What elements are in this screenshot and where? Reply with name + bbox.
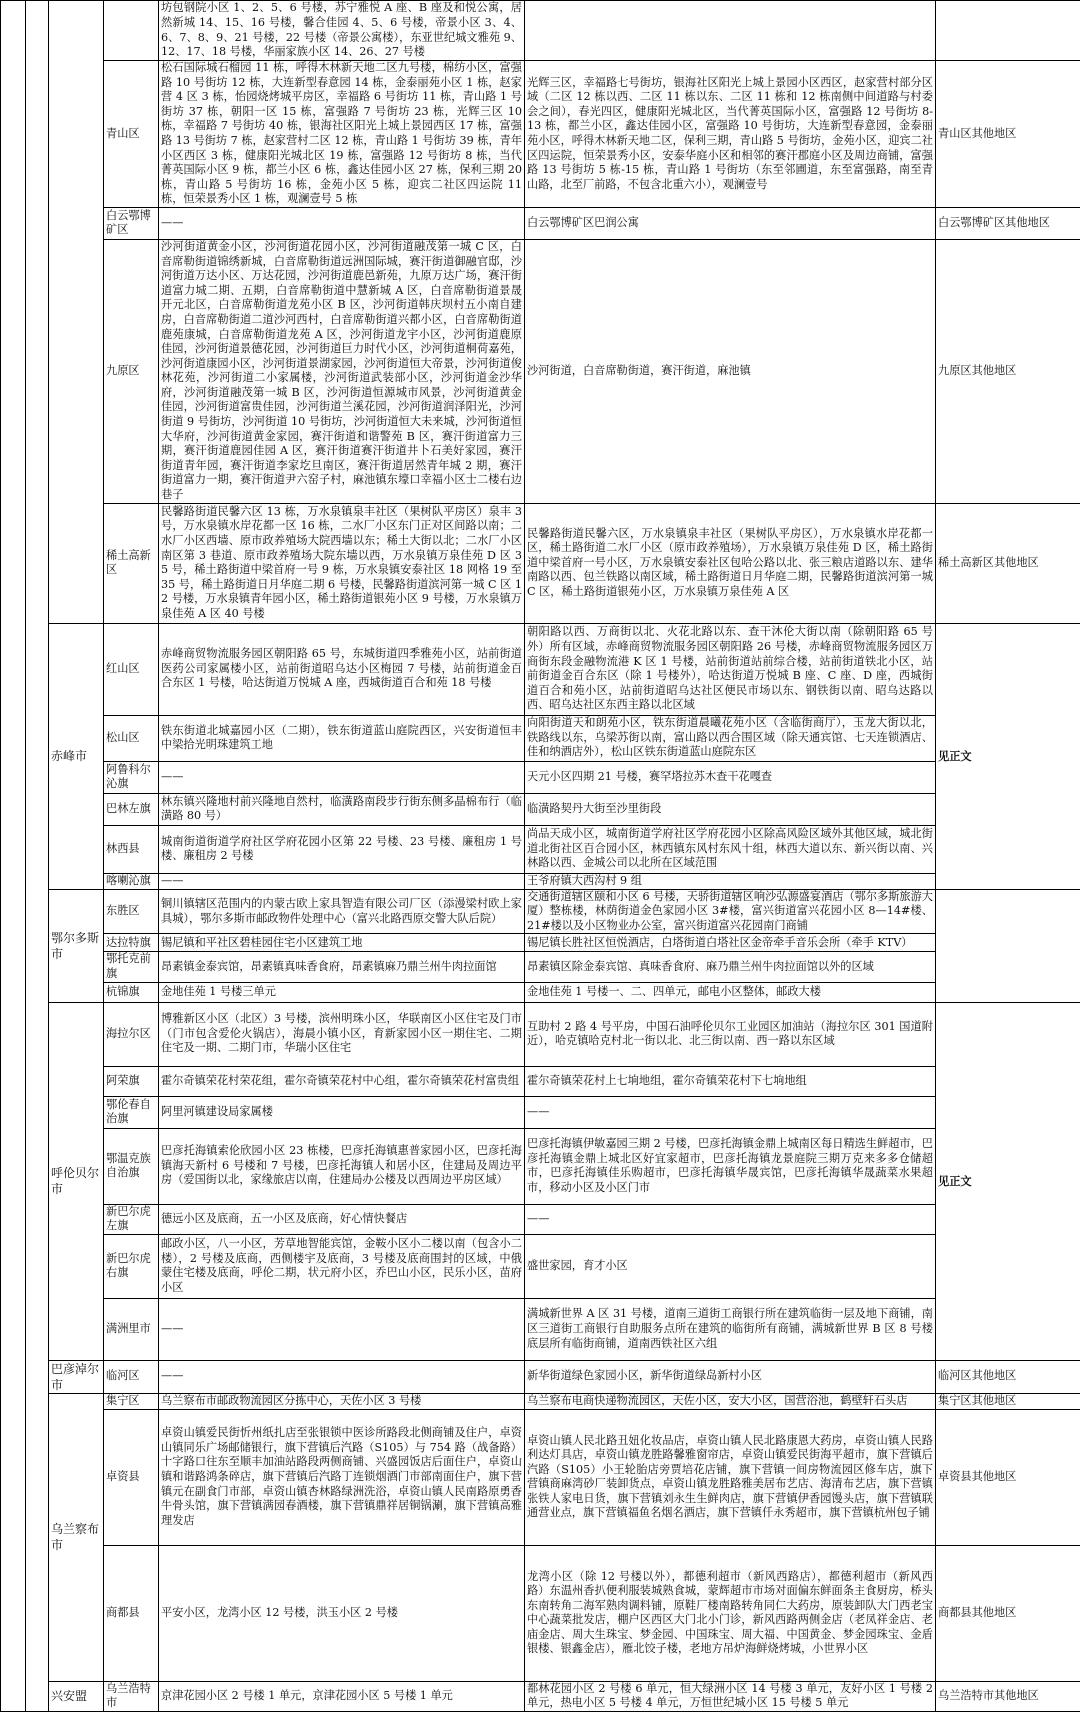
high-risk-cell: 平安小区，龙湾小区 12 号楼，洪玉小区 2 号楼 <box>159 1545 525 1681</box>
medium-risk-cell: 盛世家园，育才小区 <box>525 1234 936 1298</box>
high-risk-cell: 霍尔奇镇荣花村荣花组，霍尔奇镇荣花村中心组，霍尔奇镇荣花村富贵组 <box>159 1066 525 1096</box>
county-cell: 林西县 <box>104 825 159 873</box>
medium-risk-cell: 互助村 2 路 4 号平房，中国石油呼伦贝尔工业园区加油站（海拉尔区 301 国道附近），哈克镇哈克村北一街以北、北三街以南、西一路以东区域 <box>525 1002 936 1066</box>
low-risk-cell: 临河区其他地区 <box>936 1360 1080 1393</box>
table-row <box>1 1066 1080 1096</box>
low-risk-cell: 见正文 <box>936 1002 1080 1360</box>
county-cell: 达拉特旗 <box>104 934 159 952</box>
county-cell: 杭锦旗 <box>104 982 159 1002</box>
high-risk-cell: 民馨路街道民馨六区 13 栋，万水泉镇泉丰社区（果树队平房区）泉丰 3 号，万水泉镇水岸花都一区 16 栋，二水厂小区东门正对区间路以南；二水厂小区西墙、原市政养殖场大院西墙以东；稀土大街以北；二水厂小区南区第 3 巷道、原市政养殖场大院东墙以西，万水泉镇万泉佳苑 D 区 35 号，稀土路街道中梁首府一号 9 栋，万水泉镇安泰社区 18 网格 19 至 35 号，稀土路街道日月华庭二期 6 号楼，民馨路街道滨河第一城 C 区 12 号楼，万水泉镇青年园小区，稀土路街道银苑小区 9 号楼，万水泉镇万泉佳苑 A 区 40 号楼 <box>159 503 525 623</box>
table-row <box>1 1234 1080 1298</box>
county-cell: 红山区 <box>104 623 159 715</box>
province-cell <box>26 1 49 1712</box>
county-cell: 集宁区 <box>104 1393 159 1409</box>
county-cell: 商都县 <box>104 1545 159 1681</box>
high-risk-cell: 沙河街道黄金小区，沙河街道花园小区，沙河街道融茂第一城 C 区，白音席勒街道锦绣新城，白音席勒街道远洲国际城，赛汗街道御融官邸，沙河街道万达小区、万达花园，沙河街道鹿邑新苑，九原万达广场，赛汗街道富力城二期、五期，白音席勒街道中慧新城 A 区，白音席勒街道景晟开元北区，白音席勒街道龙苑小区 B 区，沙河街道韩庆坝村五小南自建房，白音席勒街道二道沙河西村，白音席勒街道兴都小区，白音席勒街道鹿苑康城，白音席勒街道龙苑 A 区，沙河街道龙宇小区，沙河街道鹿原佳园，沙河街道景德花园，沙河街道巨力时代小区，沙河街道桐荷嘉苑，沙河街道康园小区，沙河街道景湖家园，沙河街道恒大帝景，沙河街道俊林花苑，沙河街道二小家属楼，沙河街道武装部小区，沙河街道金沙华府，沙河街道融茂第一城 B 区，沙河街道恒源城市风景，沙河街道黄金佳园，沙河街道富贵佳园，沙河街道兰溪花园，沙河街道润泽阳光，沙河街道 9 号街坊，沙河街道 10 号街坊，沙河街道恒大未来城，沙河街道恒大华府，沙河街道黄金家园，赛汗街道和谐警苑 B 区，赛汗街道富力三期，赛汗街道鹿园佳园 A 区，赛汗街道赛汗街道井卜石美好家园，赛汗街道青年园，赛汗街道李家圪旦南区，赛汗街道居然青年城 2 期，赛汗街道富力一期，赛汗街道尹六窑子村，麻池镇东壕口幸福小区士二楼右边巷子 <box>159 239 525 503</box>
county-cell: 满洲里市 <box>104 1298 159 1360</box>
medium-risk-cell: 尚品天成小区，城南街道学府社区学府花园小区除高风险区域外其他区域，城北街道北街社区百合园小区，林西镇东风村东风十组，林西大道以东、新兴街以南、兴林路以西、金城公司以北所在区域范围 <box>525 825 936 873</box>
medium-risk-cell: 朝阳路以西、万商街以北、火花北路以东、查干沐伦大街以南（除朝阳路 65 号外）所有区域，赤峰商贸物流服务园区朝阳路 26 号楼，赤峰商贸物流服务园区万商街东段金融物流港 K 区 1 号楼，站前街道站前综合楼，站前街道铁北小区，站前街道金百合东区（除 1 号楼外），哈达街道万悦城 B 座、C 座、D 座，西城街道百合和苑小区，站前街道昭乌达社区便民市场以东、钢铁街以南、昭乌达路以西、昭乌达社区东西主路以北区域 <box>525 623 936 715</box>
table-row <box>1 1409 1080 1545</box>
high-risk-cell: 德远小区及底商，五一小区及底商，好心情快餐店 <box>159 1204 525 1234</box>
medium-risk-cell: 向阳街道天和朗苑小区，铁东街道晨曦花苑小区（含临街商厅），玉龙大街以北，铁路线以东，乌梁苏街以南，富山路以西合围区域（除天通宾馆、七天连锁酒店、佳和纳酒店外），松山区铁东街道蓝山庭院东区 <box>525 715 936 761</box>
table-row <box>1 1681 1080 1711</box>
medium-risk-cell: 沙河街道，白音席勒街道，赛汗街道，麻池镇 <box>525 239 936 503</box>
medium-risk-cell: 满城新世界 A 区 31 号楼，道南三道街工商银行所在建筑临街一层及地下商铺，南区三道街工商银行自助服务点所在建筑的临街所有商铺，满城新世界 B 区 8 号楼底层所有临街商铺，道南西铁社区六组 <box>525 1298 936 1360</box>
city-cell: 赤峰市 <box>49 623 104 889</box>
high-risk-cell: —— <box>159 1298 525 1360</box>
medium-risk-cell: 卓资山镇人民北路丑妞化妆品店，卓资山镇人民北路康恩大药房，卓资山镇人民路利达灯具店，卓资山镇龙胜路馨雅窗帘店，卓资山镇爱民街海平超市，旗下营镇后汽路（S105）小王轮胎店旁贾培花店铺，旗下营镇一间房物流园区修车店，旗下营镇商麻湾砂厂装卸货点，卓资山镇龙胜路雅美居布艺店、海清布艺店，旗下营镇张铁人家电日货，旗下营镇刘永生生鲜肉店，旗下营镇伊香园馒头店，旗下营镇联通营业点，旗下营镇福鱼名烟名酒店，旗下营镇仟永秀超市，旗下营镇杭州包子铺 <box>525 1409 936 1545</box>
high-risk-cell: 铁东街道北城嘉园小区（二期），铁东街道蓝山庭院西区，兴安街道恒丰中梁拾光明珠建筑工地 <box>159 715 525 761</box>
low-risk-cell: 集宁区其他地区 <box>936 1393 1080 1409</box>
medium-risk-cell: 巴彦托海镇伊敏嘉园三期 2 号楼，巴彦托海镇金鼎上城南区每日精选生鲜超市，巴彦托海镇金鼎上城北区好宜家超市，巴彦托海镇龙景庭院三期万克来多多仓储超市，巴彦托海镇佳乐购超市，巴彦托海镇华晟宾馆，巴彦托海镇华晟蔬菜水果超市，移动小区及小区门市 <box>525 1128 936 1204</box>
table-row <box>1 952 1080 982</box>
medium-risk-cell: 白云鄂博矿区巴润公寓 <box>525 207 936 239</box>
low-risk-cell: 九原区其他地区 <box>936 239 1080 503</box>
county-cell: 鄂温克族自治旗 <box>104 1128 159 1204</box>
table-row <box>1 1204 1080 1234</box>
high-risk-cell: —— <box>159 1360 525 1393</box>
medium-risk-cell: 龙湾小区（除 12 号楼以外），都德利超市（新风西路店），都德利超市（新风西路）东温州香扒便利服装城熟食城，蒙辉超市市场对面偏东鲜面条主食厨房，桥头东南转角二海军熟肉调料铺，原鞋厂楼南路转角同仁大药房，原装卸队大门西老宝中心蔬菜批发店，棚户区西区大门北小门诊，新风西路两侧金店（老凤祥金店、老庙金店、周大生珠宝、梦金园、中国珠宝、周大福、中国黄金、梦金园珠宝、金盾银楼、银鑫金店），雁北饺子楼，老地方吊炉海鲜烧烤城，小世界小区 <box>525 1545 936 1681</box>
city-cell: 兴安盟 <box>49 1681 104 1711</box>
high-risk-cell: 昂素镇金泰宾馆，昂素镇真味香食府，昂素镇麻乃鼎兰州牛肉拉面馆 <box>159 952 525 982</box>
county-cell: 白云鄂博矿区 <box>104 207 159 239</box>
high-risk-cell: 铜川镇辖区范围内的内蒙古欧上家具智造有限公司厂区（添漫梁村欧上家具城），鄂尔多斯市邮政物件处理中心（富兴北路西原交警大队后院） <box>159 889 525 934</box>
high-risk-cell: 博雅新区小区（北区）3 号楼，滨州明珠小区，华联南区小区住宅及门市（门市包含爱伦火锅店），海晨小镇小区，育新家园小区一期住宅、二期住宅及一期、二期门市，华瑞小区住宅 <box>159 1002 525 1066</box>
high-risk-cell: 锡尼镇和平社区碧桂园住宅小区建筑工地 <box>159 934 525 952</box>
medium-risk-cell: 王爷府镇大西沟村 9 组 <box>525 873 936 889</box>
medium-risk-cell: 乌兰察布电商快递物流园区，天佐小区，安大小区，国营浴池，鹤壁轩石头店 <box>525 1393 936 1409</box>
table-row <box>1 825 1080 873</box>
high-risk-cell: —— <box>159 207 525 239</box>
high-risk-cell: 邮政小区，八一小区，芳草地智能宾馆，金鞍小区小二楼以南（包含小二楼），2 号楼及底商，西侧楼宇及底商，3 号楼及底商围封的区域，中俄蒙住宅楼及底商，呼伦二期，状元府小区，乔巴山小区，民乐小区，苗府小区 <box>159 1234 525 1298</box>
high-risk-cell: 松石国际城石榴园 11 栋，呼得木林新天地二区九号楼，棉纺小区，富强路 10 号街坊 12 栋，大连新型春意园 14 栋，金泰丽苑小区 1 栋，赵家营 4 区 3 栋，怡园烧烤城平房区，幸福路 6 号街坊 11 栋，青山路 1 号街坊 37 栋，朝阳一区 15 栋，富强路 7 号街坊 23 栋，光辉三区 10 栋，幸福路 7 号街坊 40 栋，银海社区阳光上城上景园西区 17 栋，富强路 13 号街坊 7 栋，赵家营村二区 12 栋，青山路 1 号街坊 39 栋，青年小区西区 3 栋，健康阳光城北区 19 栋，富强路 12 号街坊 8 栋，当代菁英国际小区 9 栋，都兰小区 6 栋，鑫达佳园小区 27 栋，保利三期 20 栋，青山路 5 号街坊 16 栋，金苑小区 5 栋，迎宾二社区四运院 11 栋，恒荣景秀小区 1 栋，观澜壹号 5 栋 <box>159 61 525 208</box>
county-cell: 松山区 <box>104 715 159 761</box>
table-row <box>1 889 1080 897</box>
low-risk-cell: 商都县其他地区 <box>936 1545 1080 1681</box>
county-cell: 新巴尔虎右旗 <box>104 1234 159 1298</box>
medium-risk-cell: 锡尼镇长胜社区恒悦酒店，白塔街道白塔社区金帝牵手音乐会所（牵手 KTV） <box>525 934 936 952</box>
county-cell: 临河区 <box>104 1360 159 1393</box>
medium-risk-cell: 昂素镇区除金泰宾馆、真味香食府、麻乃鼎兰州牛肉拉面馆以外的区域 <box>525 952 936 982</box>
county-cell: 乌兰浩特市 <box>104 1681 159 1711</box>
table-row <box>1 934 1080 952</box>
high-risk-cell: 阿里河镇建设局家属楼 <box>159 1096 525 1128</box>
high-risk-cell: 林东镇兴隆地村前兴隆地自然村，临潢路南段步行街东侧多晶棉布行（临潢路 80 号） <box>159 793 525 825</box>
county-cell: 青山区 <box>104 61 159 208</box>
table-row <box>1 982 1080 1002</box>
medium-risk-cell: 都林花园小区 2 号楼 6 单元，恒大绿洲小区 14 号楼 3 单元，友好小区 1 号楼 2 单元，热电小区 5 号楼 4 单元，万恒世纪城小区 15 号楼 5 单元 <box>525 1681 936 1711</box>
table-row <box>1 239 1080 503</box>
medium-risk-cell <box>525 1 936 61</box>
table-row <box>1 761 1080 793</box>
county-cell: 海拉尔区 <box>104 1002 159 1066</box>
table-row <box>1 873 1080 889</box>
low-risk-cell: 卓资县其他地区 <box>936 1409 1080 1545</box>
table-row <box>1 623 1080 715</box>
city-cell: 呼伦贝尔市 <box>49 1002 104 1360</box>
medium-risk-cell: 天元小区四期 21 号楼，赛罕塔拉苏木查干花嘎查 <box>525 761 936 793</box>
high-risk-cell: 金地佳苑 1 号楼三单元 <box>159 982 525 1002</box>
low-risk-cell <box>936 889 1080 1002</box>
table-row <box>1 1096 1080 1128</box>
high-risk-cell: 巴彦托海镇索伦欣园小区 23 栋楼，巴彦托海镇惠普家园小区，巴彦托海镇海天新村 6 号楼和 7 号楼，巴彦托海镇人和居小区，住建局及周边平房（爱国街以北，家缘旅店以南，住建局办公楼及以西周边平房区域） <box>159 1128 525 1204</box>
medium-risk-cell: —— <box>525 1096 936 1128</box>
medium-risk-cell: 交通街道辖区颐和小区 6 号楼，天骄街道辖区响沙弘源盛宴酒店（鄂尔多斯旅游大厦）整栋楼，林荫街道金色家园小区 3#楼，富兴街道富兴花园小区 8—14#楼、21#楼以及小区物业办公室，富兴街道富兴花园南门商铺 <box>525 889 936 934</box>
city-cell: 乌兰察布市 <box>49 1393 104 1681</box>
table-row <box>1 715 1080 761</box>
city-cell <box>49 1 104 624</box>
county-cell: 巴林左旗 <box>104 793 159 825</box>
medium-risk-cell: 霍尔奇镇荣花村上七垧地组，霍尔奇镇荣花村下七垧地组 <box>525 1066 936 1096</box>
county-cell: 喀喇沁旗 <box>104 873 159 889</box>
table-row <box>1 1545 1080 1681</box>
high-risk-cell: 城南街道街道学府社区学府花园小区第 22 号楼、23 号楼、廉租房 1 号楼、廉租房 2 号楼 <box>159 825 525 873</box>
low-risk-cell: 见正文 <box>936 623 1080 889</box>
table-row <box>1 1393 1080 1409</box>
county-cell: 稀土高新区 <box>104 503 159 623</box>
low-risk-cell: 青山区其他地区 <box>936 61 1080 208</box>
table-row <box>1 61 1080 208</box>
county-cell: 鄂托克前旗 <box>104 952 159 982</box>
table-row <box>1 1360 1080 1393</box>
index-cell <box>1 1 26 1712</box>
high-risk-cell: 乌兰察布市邮政物流园区分拣中心，天佐小区 3 号楼 <box>159 1393 525 1409</box>
low-risk-cell: 白云鄂博矿区其他地区 <box>936 207 1080 239</box>
table-row <box>1 1 1080 61</box>
table-row <box>1 503 1080 623</box>
table-row <box>1 1128 1080 1204</box>
table-row <box>1 1002 1080 1066</box>
city-cell: 鄂尔多斯市 <box>49 889 104 1002</box>
county-cell: 鄂伦春自治旗 <box>104 1096 159 1128</box>
medium-risk-cell: 新华街道绿色家园小区，新华街道绿岛新村小区 <box>525 1360 936 1393</box>
high-risk-cell: 卓资山镇爱民街忻州纸扎店至张银锁中医诊所路段北侧商铺及住户，卓资山镇同乐广场邮储银行，旗下营镇后汽路（S105）与 754 路（战备路）十字路口往东至顺丰加油站路段两侧商铺、兴盛园饭店后面住户，卓资山镇和谐路鸿条碎店，旗下营镇后汽路丁连锁烟酒门市部南面住户，旗下营镇元在副食门市部，卓资山镇杏林路绿洲洗浴，卓资山镇人民南路原勇香牛骨头馆，旗下营镇满园春酒楼，旗下营镇鼎祥居铜锅涮，旗下营镇高雅理发店 <box>159 1409 525 1545</box>
high-risk-cell: —— <box>159 761 525 793</box>
high-risk-cell: 京津花园小区 2 号楼 1 单元，京津花园小区 5 号楼 1 单元 <box>159 1681 525 1711</box>
county-cell: 阿荣旗 <box>104 1066 159 1096</box>
medium-risk-cell: 民馨路街道民馨六区，万水泉镇泉丰社区（果树队平房区），万水泉镇水岸花都一区，稀土路街道二水厂小区（原市政养殖场），万水泉镇万泉佳苑 D 区，稀土路街道中梁首府一号小区，万水泉镇安泰社区包哈公路以北、张三粮店道路以东、建华南路以西、包兰铁路以南区域，稀土路街道日月华庭二期，民馨路街道滨河第一城 C 区，稀土路街道银苑小区，万水泉镇万泉佳苑 A 区 <box>525 503 936 623</box>
county-cell: 卓资县 <box>104 1409 159 1545</box>
city-cell: 巴彦淖尔市 <box>49 1360 104 1393</box>
low-risk-cell: 稀土高新区其他地区 <box>936 503 1080 623</box>
medium-risk-cell: 金地佳苑 1 号楼一、二、四单元，邮电小区整体，邮政大楼 <box>525 982 936 1002</box>
medium-risk-cell: 临潢路契丹大街至沙里街段 <box>525 793 936 825</box>
low-risk-cell <box>936 1 1080 61</box>
county-cell: 东胜区 <box>104 889 159 934</box>
county-cell: 新巴尔虎左旗 <box>104 1204 159 1234</box>
high-risk-cell: —— <box>159 873 525 889</box>
county-cell: 阿鲁科尔沁旗 <box>104 761 159 793</box>
county-cell <box>104 1 159 61</box>
table-row <box>1 793 1080 825</box>
high-risk-cell: 赤峰商贸物流服务园区朝阳路 65 号，东城街道四季雅苑小区，站前街道医药公司家属楼小区，站前街道昭乌达小区梅园 7 号楼，站前街道金百合东区 1 号楼，哈达街道万悦城 A 座，西城街道百合和苑 18 号楼 <box>159 623 525 715</box>
county-cell: 九原区 <box>104 239 159 503</box>
medium-risk-cell: —— <box>525 1204 936 1234</box>
low-risk-cell: 乌兰浩特市其他地区 <box>936 1681 1080 1711</box>
table-row <box>1 207 1080 239</box>
medium-risk-cell: 光辉三区，幸福路七号街坊，银海社区阳光上城上景园小区西区，赵家营村部分区域（二区 12 栋以西、二区 11 栋以东、二区 11 栋和 12 栋南侧中间道路与村委会之间），春光四区，健康阳光城北区，当代菁英国际小区，富强路 12 号街坊 8-13 栋，都兰小区，鑫达佳园小区，富强路 10 号街坊，大连新型春意园，金泰丽苑小区，呼得木林新天地二区，保利三期，青山路 5 号街坊，金苑小区，迎宾二社区四运院，恒荣景秀小区，安泰华庭小区和相邻的赛汗郡庭小区及周边商铺，富强路 13 号街坊 5 栋-15 栋，青山路 1 号街坊（东至邻圃道，东至富强路，南至青山路，北至厂前路，不包含北重六小），观澜壹号 <box>525 61 936 208</box>
high-risk-cell: 坊包钢院小区 1、2、5、6 号楼，苏宁雅悦 A 座、B 座及和悦公寓，居然新城 14、15、16 号楼，馨合佳园 4、5、6 号楼，帝景小区 3、4、6、7、8、9、21 号楼，22 号楼（帝景公寓楼），东亚世纪城文雅苑 9、12、17、18 号楼，华丽家族小区 14、26、27 号楼 <box>159 1 525 61</box>
table-row <box>1 1298 1080 1360</box>
